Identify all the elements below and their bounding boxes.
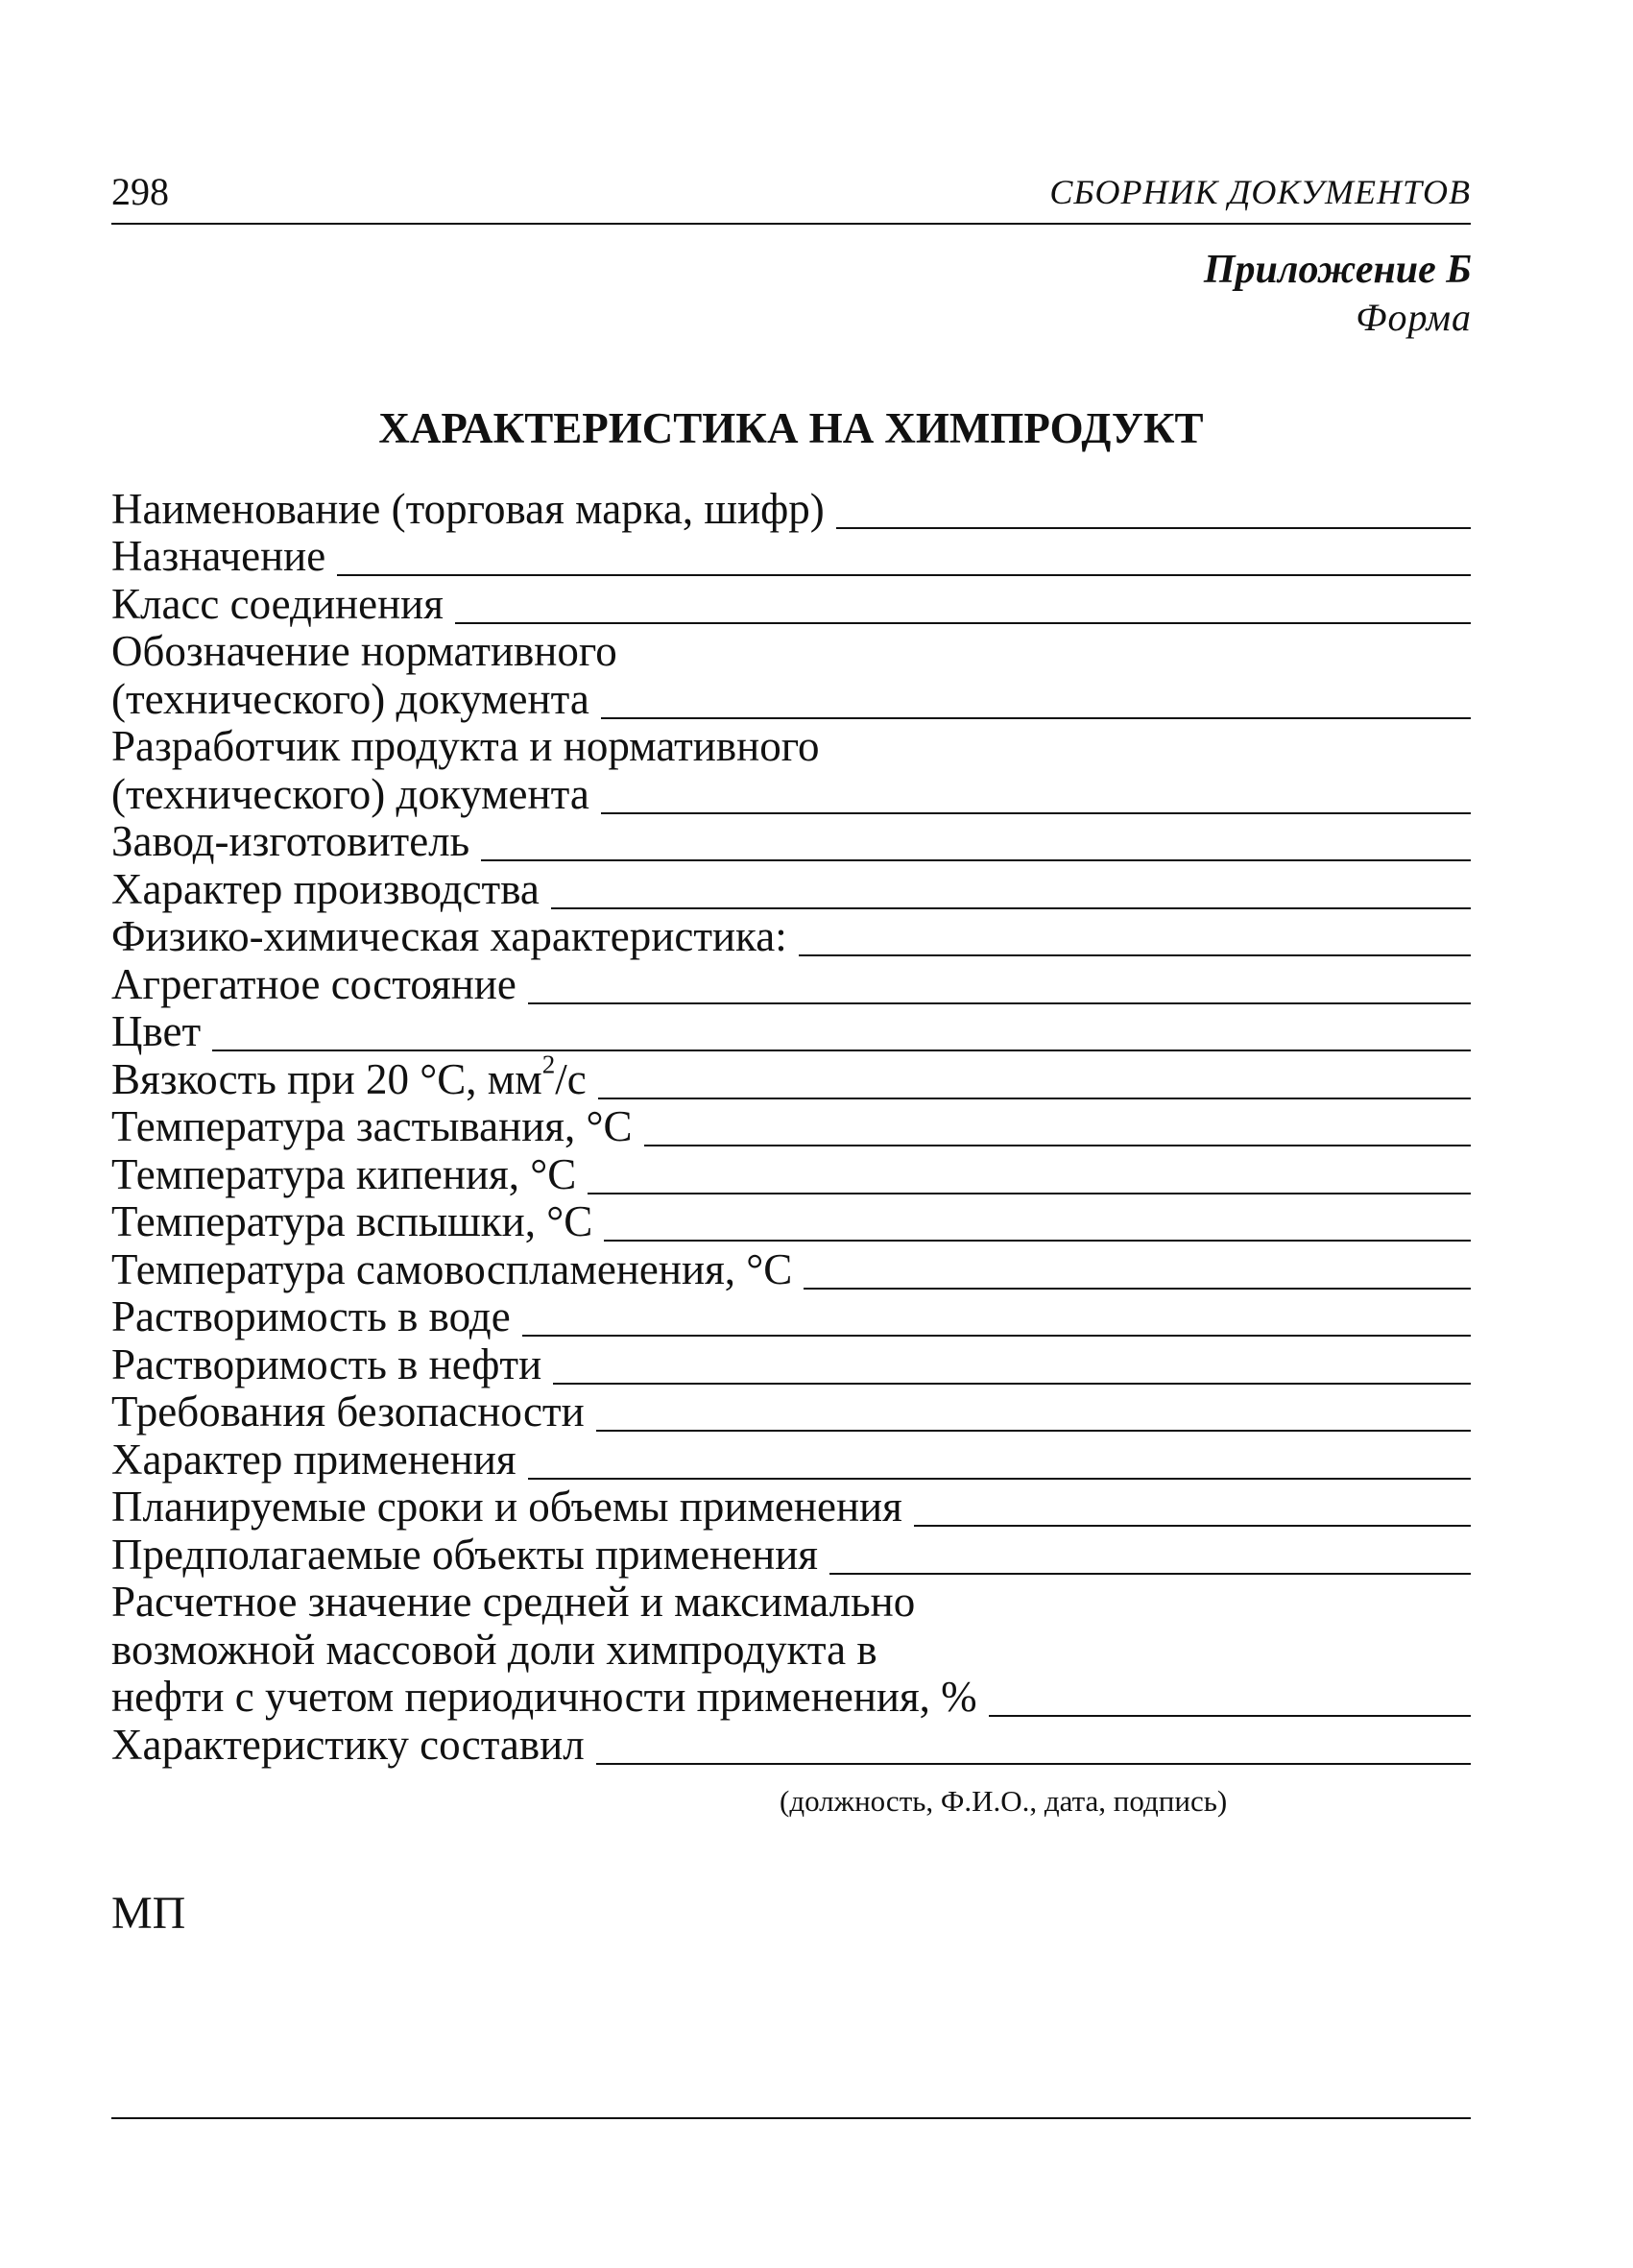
normative-doc-blank-line xyxy=(601,679,1471,719)
form-row-compound-class xyxy=(111,580,1471,628)
appendix-subtitle: Форма xyxy=(1356,296,1472,339)
field-label: возможной массовой доли химпродукта в xyxy=(111,1625,877,1674)
form-row-safety xyxy=(111,1388,1471,1436)
form-row-viscosity xyxy=(111,1049,1471,1103)
form-row-developer-line2 xyxy=(111,770,1471,818)
field-label: Характеристику составил xyxy=(111,1720,585,1769)
pour-point-blank-line xyxy=(644,1106,1471,1146)
color-blank-line xyxy=(212,1011,1471,1051)
form-row-color xyxy=(111,1008,1471,1056)
developer-blank-line xyxy=(601,774,1471,814)
manufacturer-blank-line xyxy=(481,821,1471,861)
compound-class-blank-line xyxy=(455,584,1471,624)
form-row-planned-terms xyxy=(111,1484,1471,1532)
intended-objects-blank-line xyxy=(829,1534,1471,1575)
field-label: Расчетное значение средней и максимально xyxy=(111,1578,916,1626)
running-title: СБОРНИК ДОКУМЕНТОВ xyxy=(1049,173,1471,211)
viscosity-label-text: Вязкость при 20 °С, мм xyxy=(111,1054,542,1103)
boiling-point-blank-line xyxy=(588,1154,1471,1194)
viscosity-label xyxy=(111,1049,587,1103)
application-type-blank-line xyxy=(528,1439,1471,1480)
form-row-purpose xyxy=(111,533,1471,581)
planned-terms-blank-line xyxy=(914,1486,1471,1527)
form-row-manufacturer xyxy=(111,818,1471,866)
field-label: Требования безопасности xyxy=(111,1387,585,1436)
page-header xyxy=(111,169,1471,225)
compiled-by-blank-line xyxy=(596,1725,1471,1765)
safety-blank-line xyxy=(596,1391,1471,1432)
superscript: 2 xyxy=(541,1049,556,1078)
field-label: Класс соединения xyxy=(111,579,444,628)
form-row-aggregate-state xyxy=(111,960,1471,1008)
aggregate-state-blank-line xyxy=(528,964,1471,1004)
field-label: Наименование (торговая марка, шифр) xyxy=(111,484,825,533)
mass-fraction-blank-line xyxy=(989,1677,1471,1717)
field-label: Характер производства xyxy=(111,864,540,913)
form-row-production-type xyxy=(111,865,1471,913)
page-number: 298 xyxy=(111,170,169,213)
water-solubility-blank-line xyxy=(522,1296,1471,1337)
production-type-blank-line xyxy=(551,869,1471,909)
form-row-application-type xyxy=(111,1436,1471,1484)
appendix-title: Приложение Б xyxy=(1203,248,1472,292)
autoignition-blank-line xyxy=(804,1249,1471,1290)
field-label: Температура кипения, °С xyxy=(111,1149,577,1198)
stamp-placeholder: МП xyxy=(111,1888,186,1939)
field-label: Обозначение нормативного xyxy=(111,627,617,675)
bottom-divider xyxy=(111,2117,1471,2119)
form-row-normative-doc-line2 xyxy=(111,675,1471,723)
field-label: Растворимость в нефти xyxy=(111,1339,542,1388)
field-label: (технического) документа xyxy=(111,769,589,818)
form-row-developer-line1 xyxy=(111,723,1471,771)
flash-point-blank-line xyxy=(604,1201,1471,1242)
field-label: Назначение xyxy=(111,532,326,580)
field-label: Агрегатное состояние xyxy=(111,959,516,1008)
field-label: Характер применения xyxy=(111,1435,516,1484)
product-characteristics-form xyxy=(111,485,1471,1769)
form-row-mass-fraction-line3 xyxy=(111,1674,1471,1722)
field-label: нефти с учетом периодичности применения, % xyxy=(111,1673,977,1721)
form-row-compiled-by xyxy=(111,1721,1471,1769)
oil-solubility-blank-line xyxy=(553,1344,1471,1385)
field-label: Температура вспышки, °С xyxy=(111,1197,593,1245)
physchem-blank-line xyxy=(799,916,1471,956)
form-row-physchem xyxy=(111,913,1471,961)
field-label: Разработчик продукта и нормативного xyxy=(111,722,820,770)
document-title: ХАРАКТЕРИСТИКА НА ХИМПРОДУКТ xyxy=(378,404,1204,452)
form-row-flash-point xyxy=(111,1198,1471,1246)
form-row-mass-fraction-line2 xyxy=(111,1626,1471,1674)
form-row-pour-point xyxy=(111,1103,1471,1151)
field-label: Физико-химическая характеристика: xyxy=(111,912,787,960)
form-row-intended-objects xyxy=(111,1531,1471,1579)
signature-hint: (должность, Ф.И.О., дата, подпись) xyxy=(780,1784,1228,1818)
form-row-oil-solubility xyxy=(111,1340,1471,1388)
form-row-name xyxy=(111,485,1471,533)
field-label: Растворимость в воде xyxy=(111,1292,511,1340)
field-label: Температура застывания, °С xyxy=(111,1102,633,1150)
form-row-mass-fraction-line1 xyxy=(111,1579,1471,1627)
appendix-label xyxy=(1204,246,1472,342)
field-label: Температура самовоспламенения, °С xyxy=(111,1244,793,1293)
field-label: Предполагаемые объекты применения xyxy=(111,1530,818,1579)
viscosity-blank-line xyxy=(598,1059,1471,1099)
field-label: Цвет xyxy=(111,1007,202,1055)
form-row-water-solubility xyxy=(111,1293,1471,1341)
viscosity-unit-text: /с xyxy=(555,1054,587,1103)
purpose-blank-line xyxy=(337,536,1471,576)
form-row-autoignition xyxy=(111,1245,1471,1293)
name-blank-line xyxy=(836,489,1471,529)
form-row-normative-doc-line1 xyxy=(111,628,1471,676)
field-label: (технического) документа xyxy=(111,674,589,723)
field-label: Планируемые сроки и объемы применения xyxy=(111,1483,902,1531)
field-label: Завод-изготовитель xyxy=(111,817,470,865)
form-row-boiling-point xyxy=(111,1150,1471,1198)
